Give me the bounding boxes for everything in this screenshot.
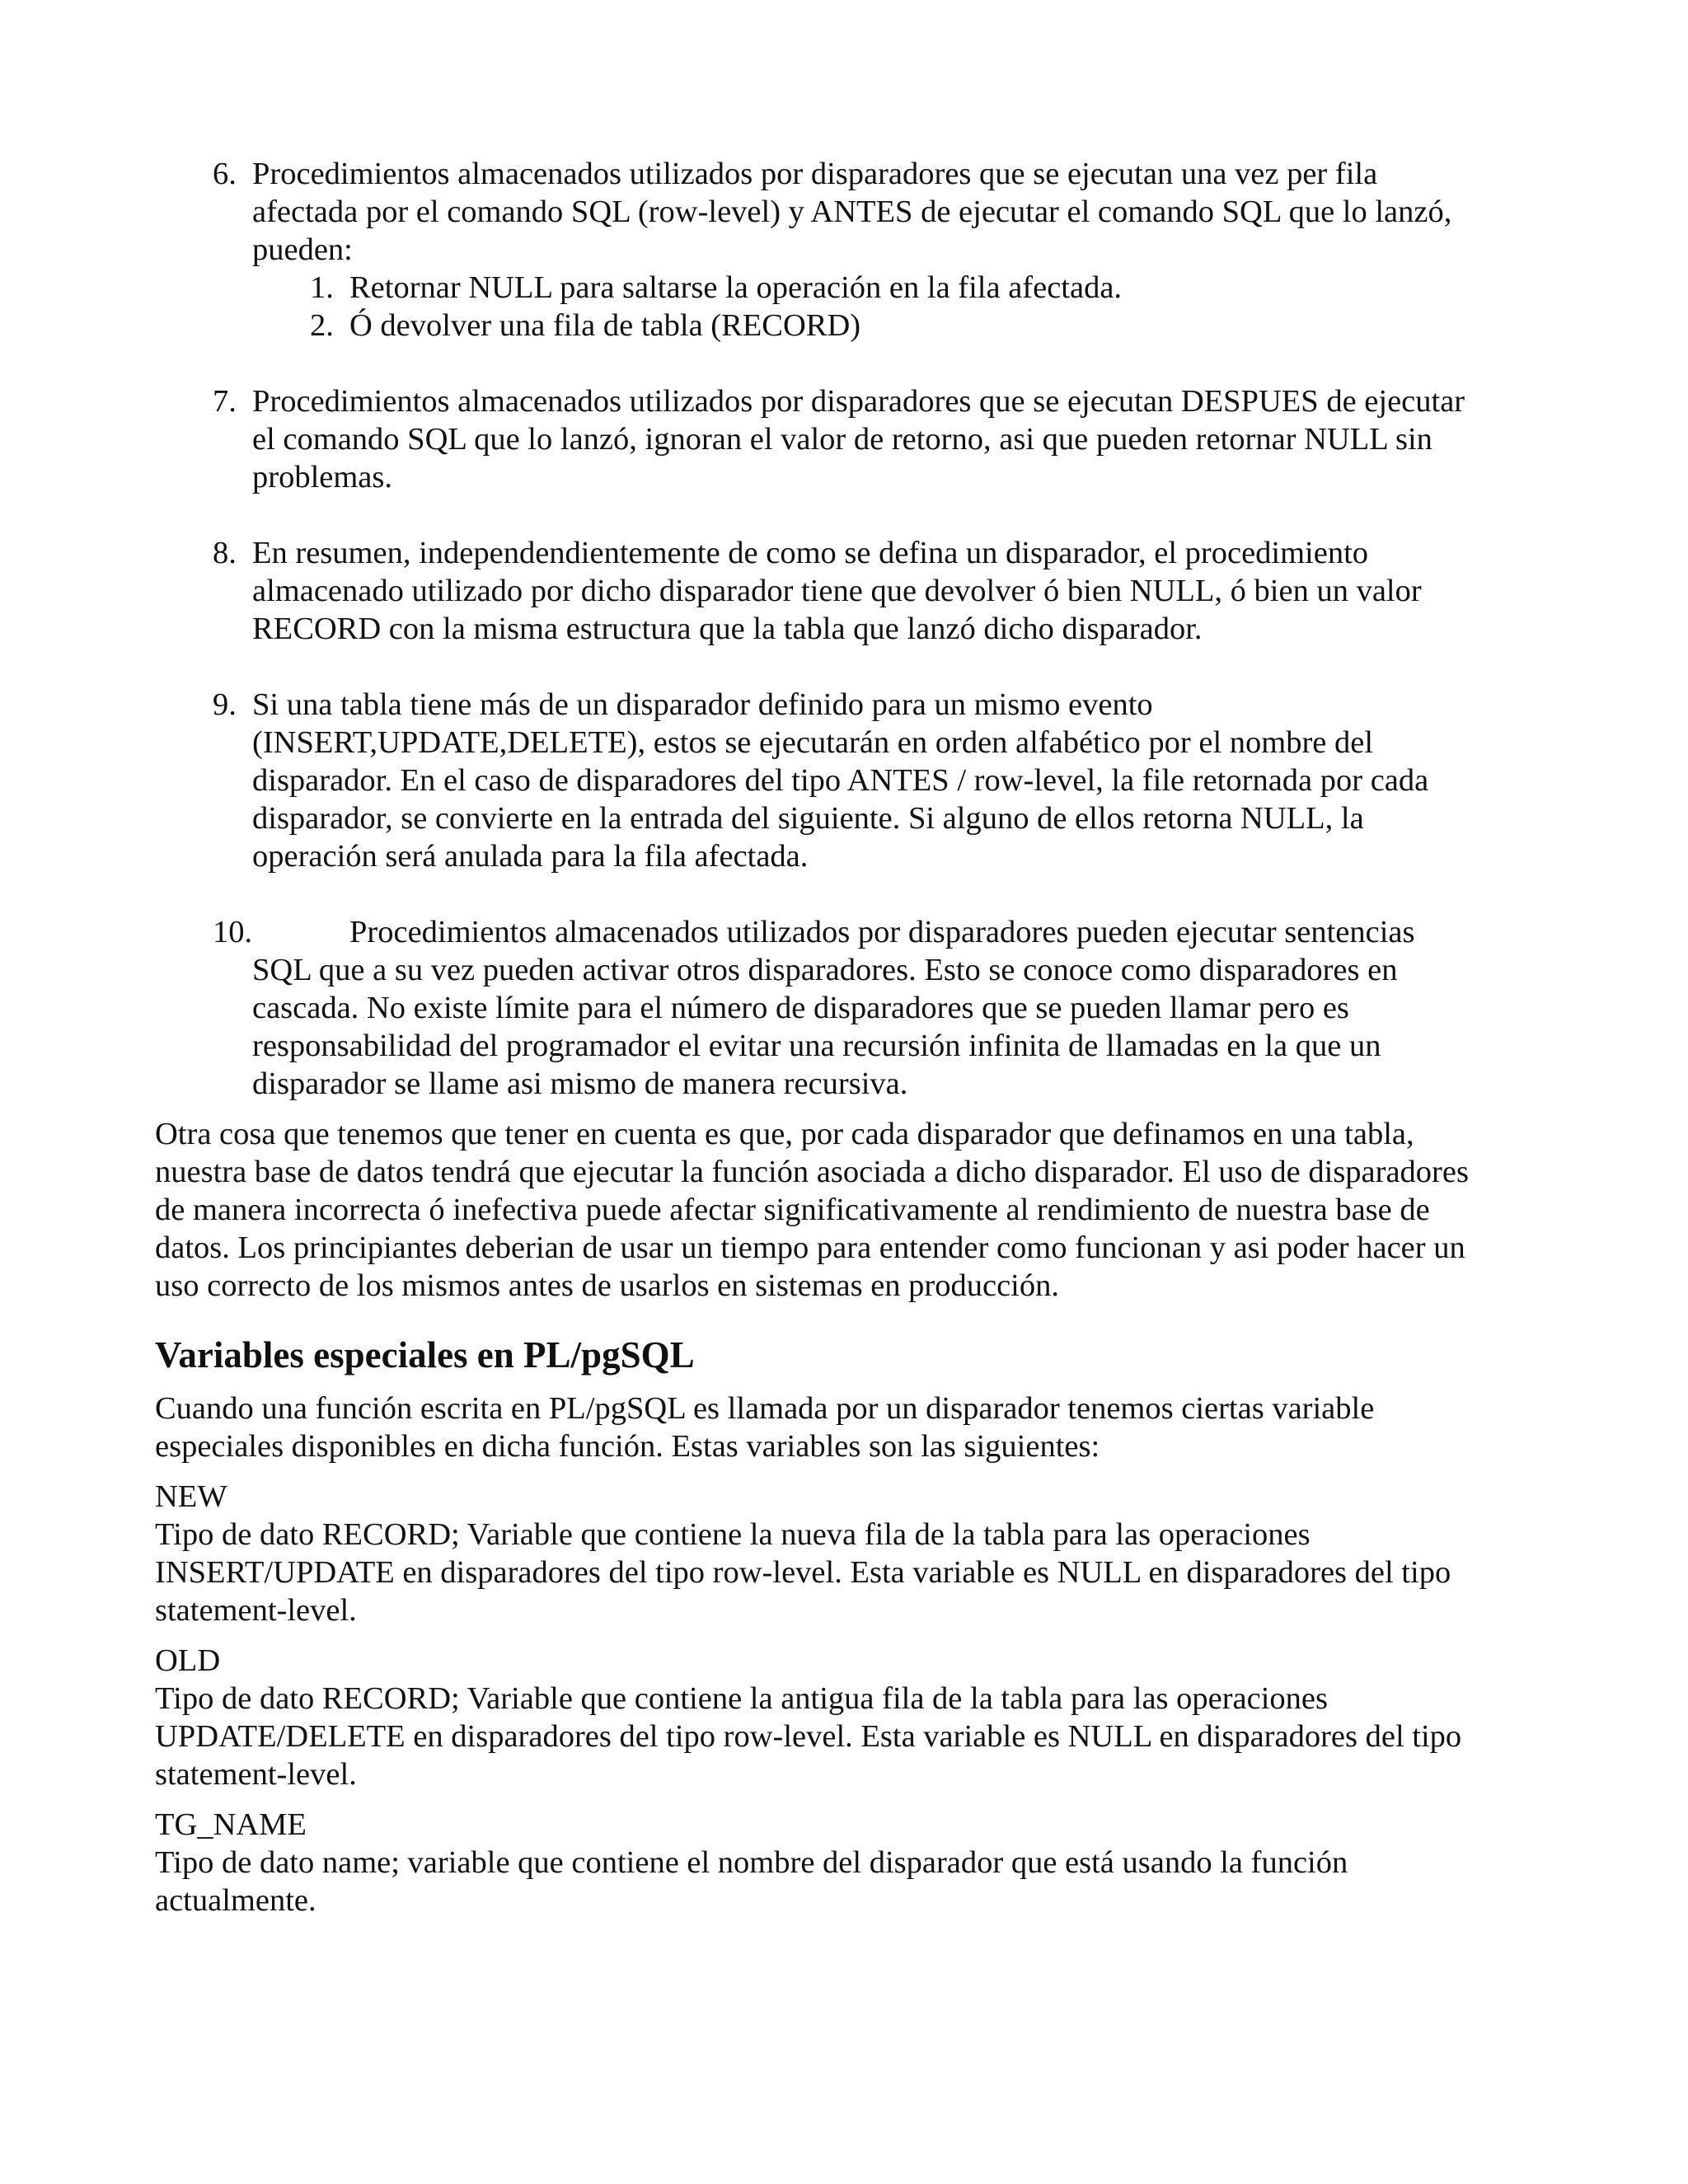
text-line: Otra cosa que tenemos que tener en cuenta es que, por cada disparador que definamos en una tabla, [155,1117,1414,1151]
list-number: 6. [213,157,237,191]
text-line: nuestra base de datos tendrá que ejecutar la función asociada a dicho disparador. El uso de disparadores [155,1155,1469,1189]
list-item-9 [155,686,1540,875]
text-line: problemas. [252,460,392,494]
document-page [155,155,1540,1919]
text-line: afectada por el comando SQL (row-level) y ANTES de ejecutar el comando SQL que lo lanzó, [252,194,1452,229]
text-line: INSERT/UPDATE en disparadores del tipo row-level. Esta variable es NULL en disparadores del tipo [155,1555,1451,1590]
text-line: de manera incorrecta ó inefectiva puede afectar significativamente al rendimiento de nuestra base de [155,1193,1430,1227]
variable-name: TG_NAME [155,1807,307,1842]
sub-list-text: Ó devolver una fila de tabla (RECORD) [349,308,861,343]
text-line: (INSERT,UPDATE,DELETE), estos se ejecutarán en orden alfabético por el nombre del [252,725,1374,760]
variable-new [155,1478,1540,1629]
section-heading: Variables especiales en PL/pgSQL [155,1334,695,1376]
text-line: Si una tabla tiene más de un disparador definido para un mismo evento [252,687,1153,722]
sub-list-item-2 [252,307,1540,344]
text-line: statement-level. [155,1757,357,1792]
text-line: disparador, se convierte en la entrada del siguiente. Si alguno de ellos retorna NULL, la [252,801,1364,836]
sub-list [252,269,1540,344]
sub-list-item-1 [252,269,1540,307]
spacer [155,648,1540,686]
text-line: especiales disponibles en dicha función. Estas variables son las siguientes: [155,1429,1100,1464]
text-line: Procedimientos almacenados utilizados por disparadores que se ejecutan DESPUES de ejecutar [252,384,1465,419]
text-line: Cuando una función escrita en PL/pgSQL es llamada por un disparador tenemos ciertas variable [155,1391,1375,1426]
list-item-8 [155,534,1540,648]
spacer [155,1793,1540,1806]
spacer [155,496,1540,534]
sub-list-text: Retornar NULL para saltarse la operación en la fila afectada. [349,270,1123,305]
spacer [155,1629,1540,1642]
text-line: Procedimientos almacenados utilizados por disparadores que se ejecutan una vez per fila [252,157,1378,191]
text-line: almacenado utilizado por dicho disparador tiene que devolver ó bien NULL, ó bien un valor [252,574,1422,608]
sub-list-number: 2. [310,308,334,343]
text-line: actualmente. [155,1883,316,1918]
list-number: 10. [213,915,253,949]
spacer [155,1305,1540,1333]
variable-name: NEW [155,1479,227,1514]
variable-tg-name [155,1806,1540,1919]
text-line: statement-level. [155,1593,357,1628]
text-line-content: Procedimientos almacenados utilizados por disparadores pueden ejecutar sentencias [349,915,1415,949]
spacer [155,1465,1540,1478]
text-line: disparador se llame asi mismo de manera recursiva. [252,1066,908,1101]
text-line: responsabilidad del programador el evitar una recursión infinita de llamadas en la que un [252,1029,1381,1063]
list-number: 7. [213,384,237,419]
spacer [155,344,1540,382]
list-item-10 [155,913,1540,1103]
text-line: Tipo de dato RECORD; Variable que contiene la antigua fila de la tabla para las operaciones [155,1681,1328,1716]
text-line: RECORD con la misma estructura que la tabla que lanzó dicho disparador. [252,612,1203,646]
list-item-6 [155,155,1540,344]
intro-paragraph [155,1390,1540,1465]
body-paragraph [155,1115,1540,1305]
text-line: En resumen, independendientemente de como se defina un disparador, el procedimiento [252,536,1369,570]
sub-list-number: 1. [310,270,334,305]
spacer [155,875,1540,913]
text-line: SQL que a su vez pueden activar otros disparadores. Esto se conoce como disparadores en [252,953,1398,987]
text-line: uso correcto de los mismos antes de usarlos en sistemas en producción. [155,1268,1060,1303]
list-number: 9. [213,687,237,722]
text-line: Tipo de dato RECORD; Variable que contiene la nueva fila de la tabla para las operaciones [155,1517,1311,1552]
text-line: disparador. En el caso de disparadores del tipo ANTES / row-level, la file retornada por cada [252,763,1429,798]
text-line: datos. Los principiantes deberian de usar un tiempo para entender como funcionan y asi poder hacer un [155,1230,1465,1265]
text-line: operación será anulada para la fila afectada. [252,839,809,874]
text-line: UPDATE/DELETE en disparadores del tipo row-level. Esta variable es NULL en disparadores del tipo [155,1719,1462,1754]
spacer [155,1103,1540,1115]
list-number: 8. [213,536,237,570]
list-item-text [252,155,1540,269]
text-line: el comando SQL que lo lanzó, ignoran el valor de retorno, asi que pueden retornar NULL sin [252,422,1432,457]
variable-name: OLD [155,1643,221,1678]
text-line [252,913,1540,951]
text-line: Tipo de dato name; variable que contiene el nombre del disparador que está usando la función [155,1845,1348,1880]
text-line: cascada. No existe límite para el número de disparadores que se pueden llamar pero es [252,991,1349,1025]
list-item-7 [155,382,1540,496]
spacer [155,1377,1540,1390]
text-line: pueden: [252,232,353,267]
variable-old [155,1642,1540,1793]
